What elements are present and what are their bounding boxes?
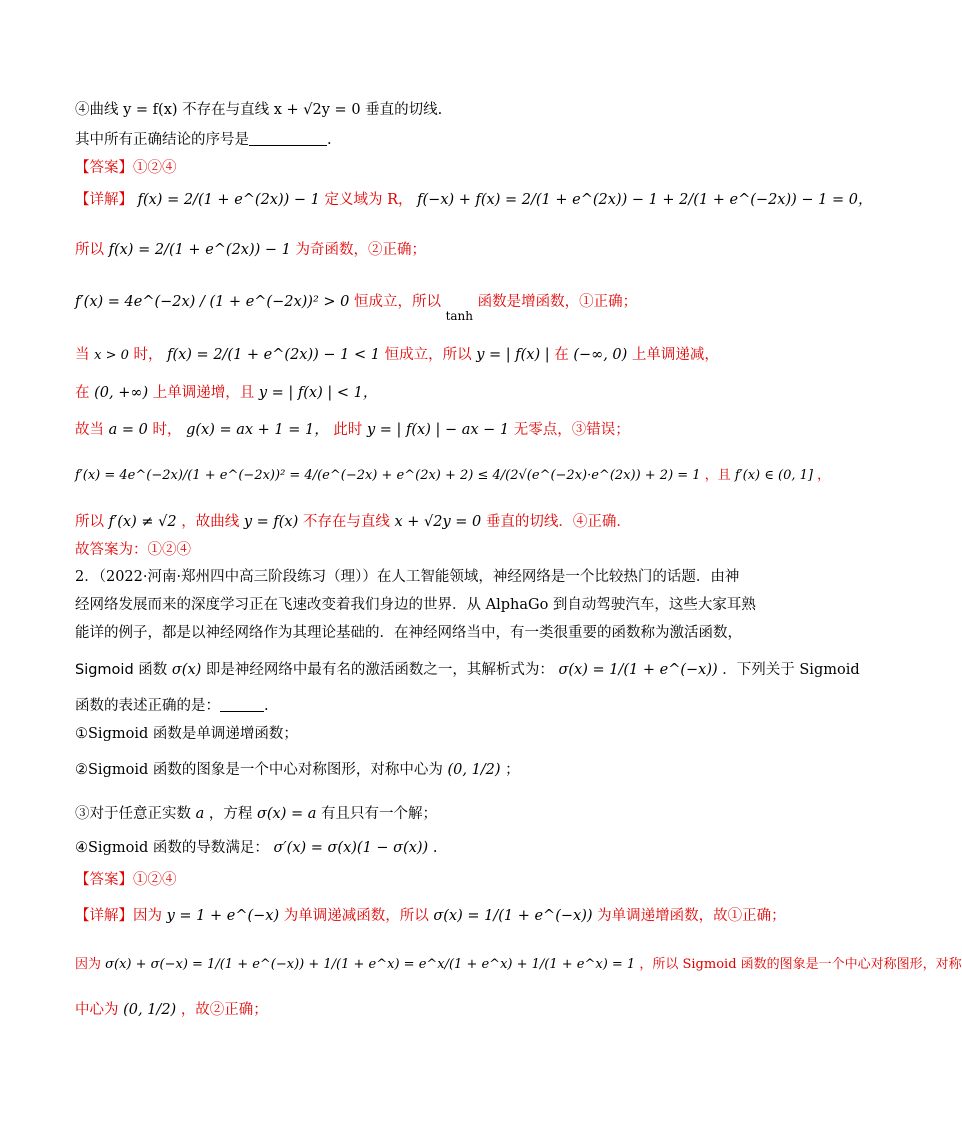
q2-detail-line-2: 因为 σ(x) + σ(−x) = 1/(1 + e^(−x)) + 1/(1 + e^x) = e^x/(1 + e^x) + 1/(1 + e^x) = 1 ，所以 Sigmoid 函数的图象是一个中心对称图形，对称	[75, 957, 962, 972]
q1-detail-line-7: f′(x) = 4e^(−2x)/(1 + e^(−2x))² = 4/(e^(−2x) + e^(2x) + 2) ≤ 4/(2√(e^(−2x)·e^(2x)) + 2) = 1 ，且 f′(x) ∈ (0, 1] ，	[75, 468, 831, 483]
q1-question: 其中所有正确结论的序号是 .	[75, 132, 332, 148]
q1-detail-line-5: 在 (0, +∞) 上单调递增，且 y = | f(x) | < 1，	[75, 385, 378, 401]
q1-detail-line-6: 故当 a = 0 时， g(x) = ax + 1 = 1， 此时 y = | f(x) | − ax − 1 无零点，③错误；	[75, 422, 630, 438]
q2-stem-line-5: 函数的表述正确的是： .	[75, 698, 269, 714]
q1-detail-line-2: 所以 f(x) = 2/(1 + e^(2x)) − 1 为奇函数，②正确；	[75, 242, 427, 258]
q1-detail-line-4: 当 x > 0 时， f(x) = 2/(1 + e^(2x)) − 1 < 1 恒成立，所以 y = | f(x) | 在 (−∞, 0) 上单调递减，	[75, 347, 719, 363]
q2-option-1: ①Sigmoid 函数是单调递增函数；	[75, 726, 298, 742]
q1-statement-4: ④曲线 y = f(x) 不存在与直线 x + √2y = 0 垂直的切线.	[75, 102, 443, 118]
q2-stem-line-1: 2．（2022·河南·郑州四中高三阶段练习（理））在人工智能领域，神经网络是一个比较热门的话题．由神	[75, 569, 740, 585]
q2-option-3: ③对于任意正实数 a ，方程 σ(x) = a 有且只有一个解；	[75, 806, 437, 822]
q2-answer: 【答案】①②④	[75, 872, 177, 888]
q1-detail-line-1: 【详解】 f(x) = 2/(1 + e^(2x)) − 1 定义域为 R， f(−x) + f(x) = 2/(1 + e^(2x)) − 1 + 2/(1 + e^(−2x)) − 1 = 0，	[75, 192, 873, 208]
q2-detail-line-1: 【详解】因为 y = 1 + e^(−x) 为单调递减函数，所以 σ(x) = 1/(1 + e^(−x)) 为单调递增函数，故①正确；	[75, 908, 786, 924]
q2-stem-line-4: Sigmoid 函数 σ(x) 即是神经网络中最有名的激活函数之一，其解析式为： σ(x) = 1/(1 + e^(−x)) ．下列关于 Sigmoid	[75, 662, 860, 678]
q2-option-4: ④Sigmoid 函数的导数满足： σ′(x) = σ(x)(1 − σ(x)) .	[75, 840, 438, 856]
q2-stem-line-3: 能详的例子，都是以神经网络作为其理论基础的．在神经网络当中，有一类很重要的函数称为激活函数，	[75, 625, 742, 641]
q2-stem-line-2: 经网络发展而来的深度学习正在飞速改变着我们身边的世界．从 AlphaGo 到自动驾驶汽车，这些大家耳熟	[75, 597, 756, 613]
q1-answer: 【答案】①②④	[75, 160, 177, 176]
q1-detail-line-8: 所以 f′(x) ≠ √2 ，故曲线 y = f(x) 不存在与直线 x + √2y = 0 垂直的切线．④正确．	[75, 514, 631, 530]
q1-final-answer: 故答案为：①②④	[75, 542, 191, 558]
q2-detail-line-3: 中心为 (0, 1/2) ，故②正确；	[75, 1002, 268, 1018]
answer-blank[interactable]	[249, 131, 327, 146]
q2-option-2: ②Sigmoid 函数的图象是一个中心对称图形，对称中心为 (0, 1/2) ；	[75, 762, 520, 778]
q1-detail-line-3: f′(x) = 4e^(−2x) / (1 + e^(−2x))² > 0 恒成立，所以 tanh 函数是增函数，①正确；	[75, 294, 638, 323]
answer-blank[interactable]	[220, 697, 264, 712]
